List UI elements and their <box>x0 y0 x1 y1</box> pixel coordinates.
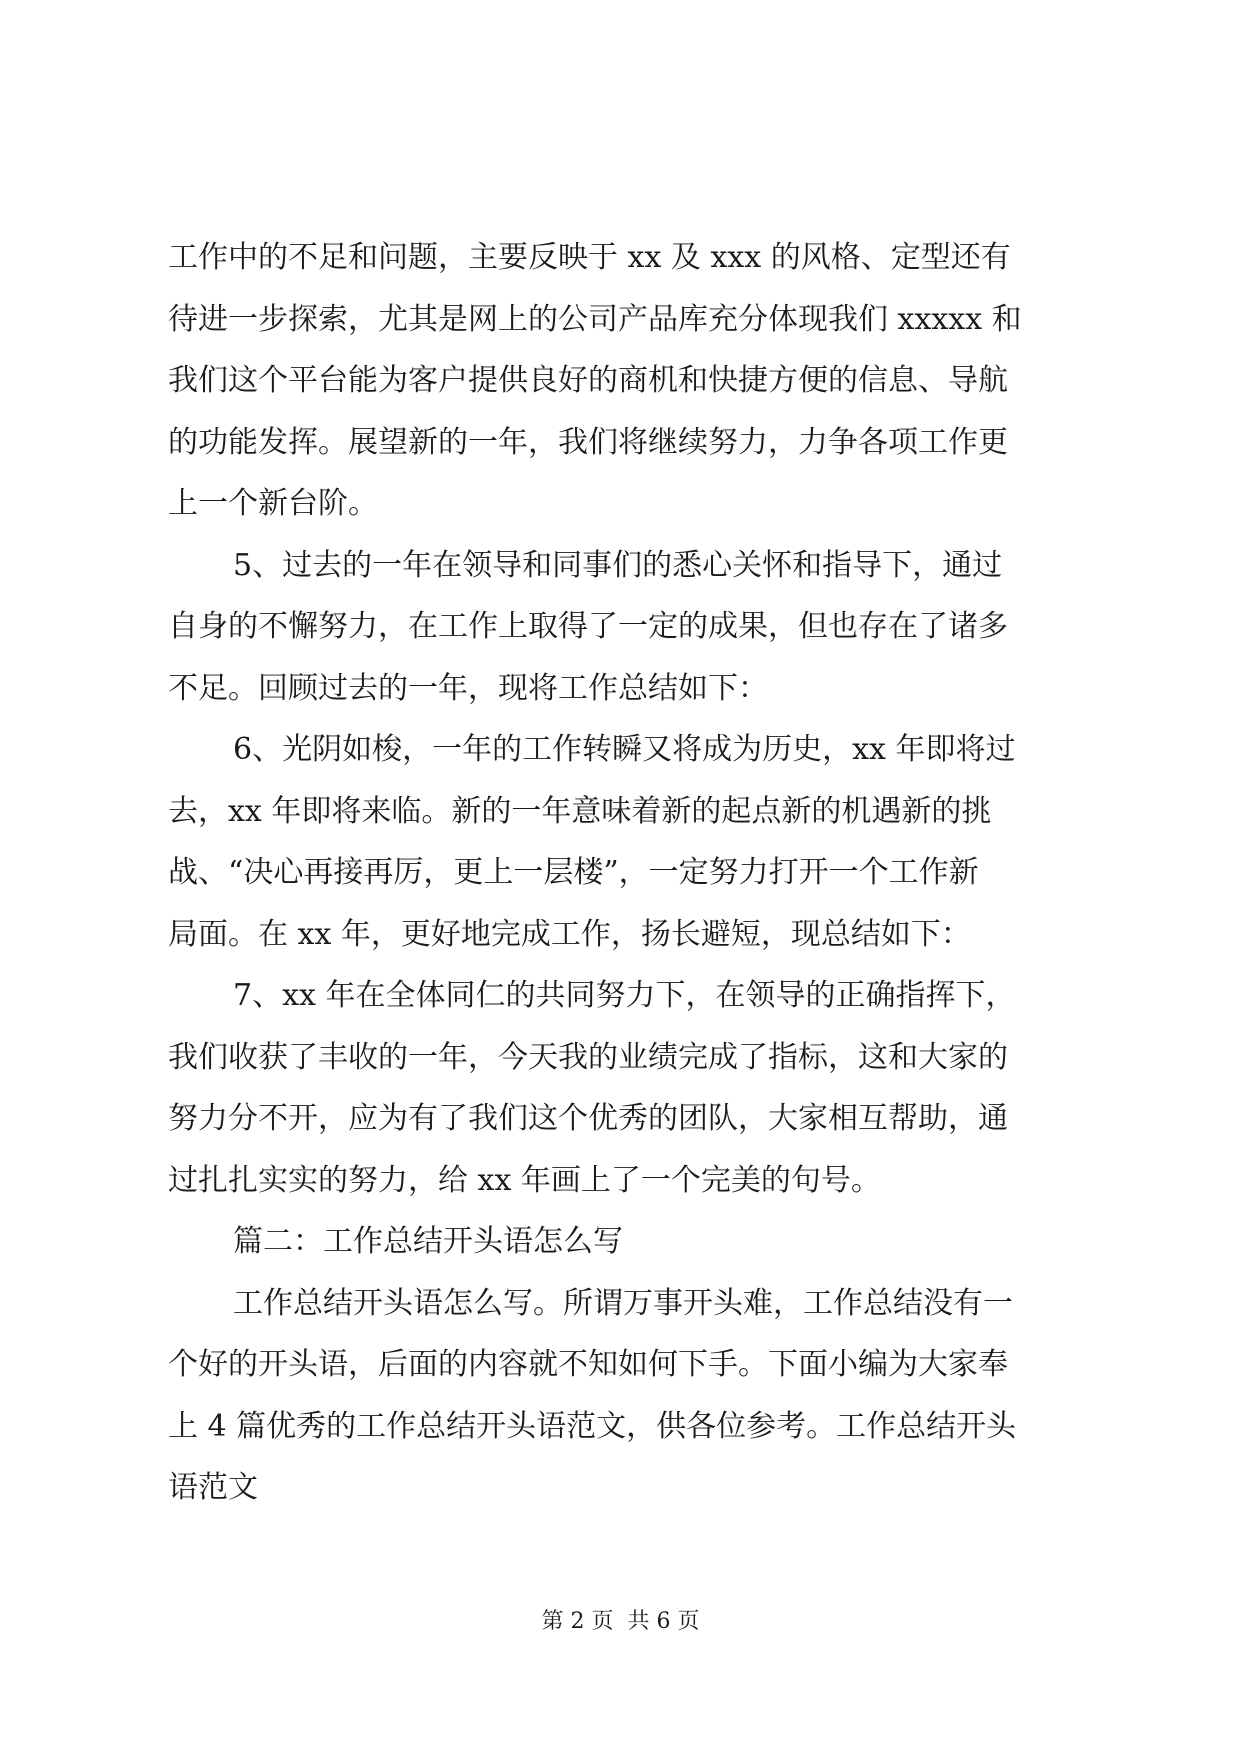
text-line: 去，xx 年即将来临。新的一年意味着新的起点新的机遇新的挑 <box>168 793 992 829</box>
text-line: 工作总结开头语怎么写。所谓万事开头难，工作总结没有一 <box>233 1285 1013 1321</box>
text-line: 我们收获了丰收的一年，今天我的业绩完成了指标，这和大家的 <box>168 1039 1008 1075</box>
text-line: 5、过去的一年在领导和同事们的悉心关怀和指导下，通过 <box>233 547 1003 583</box>
text-line: 篇二：工作总结开头语怎么写 <box>233 1224 623 1259</box>
text-line: 过扎扎实实的努力，给 xx 年画上了一个完美的句号。 <box>168 1162 881 1198</box>
text-line: 上 4 篇优秀的工作总结开头语范文，供各位参考。工作总结开头 <box>168 1408 1017 1444</box>
text-line: 努力分不开，应为有了我们这个优秀的团队，大家相互帮助，通 <box>168 1101 1008 1136</box>
text-line: 不足。回顾过去的一年，现将工作总结如下： <box>168 670 768 706</box>
text-line: 待进一步探索，尤其是网上的公司产品库充分体现我们 xxxxx 和 <box>168 301 1022 337</box>
text-line: 的功能发挥。展望新的一年，我们将继续努力，力争各项工作更 <box>168 424 1008 460</box>
text-line: 语范文 <box>168 1470 258 1505</box>
text-line: 7、xx 年在全体同仁的共同努力下，在领导的正确指挥下， <box>233 978 1016 1013</box>
text-line: 自身的不懈努力，在工作上取得了一定的成果，但也存在了诸多 <box>168 609 1008 644</box>
text-line: 上一个新台阶。 <box>168 486 378 521</box>
page-footer: 第 2 页 共 6 页 <box>541 1609 700 1634</box>
text-line: 我们这个平台能为客户提供良好的商机和快捷方便的信息、导航 <box>168 363 1008 398</box>
text-line: 局面。在 xx 年，更好地完成工作，扬长避短，现总结如下： <box>168 916 971 952</box>
text-line: 个好的开头语，后面的内容就不知如何下手。下面小编为大家奉 <box>168 1347 1008 1382</box>
document-body <box>168 227 1078 1519</box>
text-line: 工作中的不足和问题，主要反映于 xx 及 xxx 的风格、定型还有 <box>168 240 1011 275</box>
text-line: 6、光阴如梭，一年的工作转瞬又将成为历史，xx 年即将过 <box>233 732 1016 767</box>
text-line: 战、“决心再接再厉，更上一层楼”，一定努力打开一个工作新 <box>168 855 979 890</box>
